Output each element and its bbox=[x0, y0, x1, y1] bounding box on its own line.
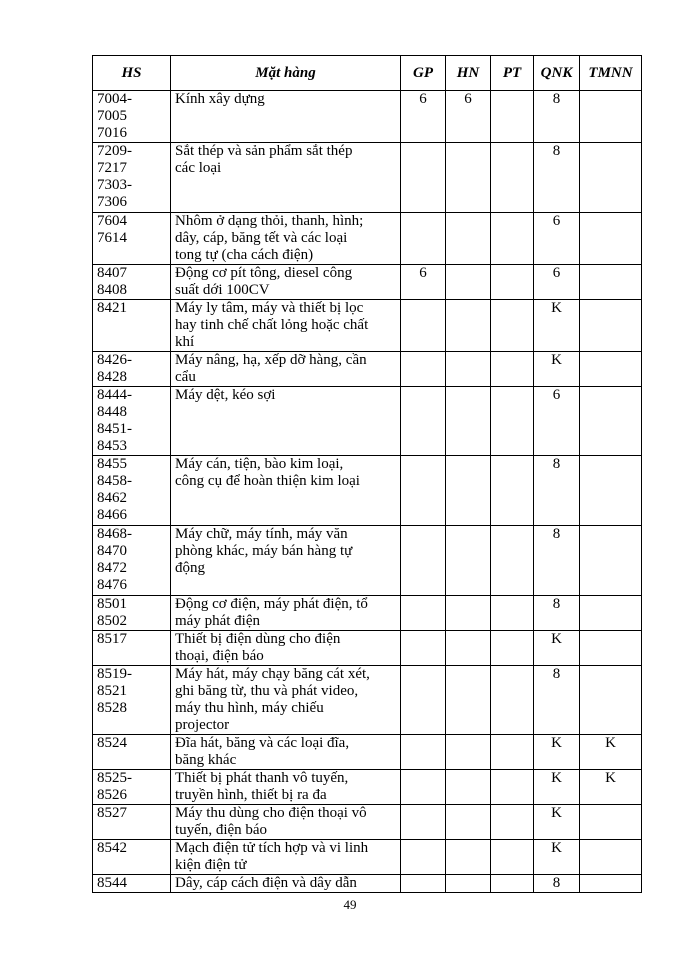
hn-cell bbox=[446, 631, 491, 666]
table-body bbox=[93, 91, 642, 893]
hs-cell: 8542 bbox=[93, 840, 171, 875]
hs-cell: 8524 bbox=[93, 735, 171, 770]
item-cell: Máy dệt, kéo sợi bbox=[171, 387, 401, 456]
pt-cell bbox=[491, 456, 534, 526]
header-gp: GP bbox=[401, 56, 446, 91]
hn-cell bbox=[446, 526, 491, 596]
hs-cell: 8426- 8428 bbox=[93, 352, 171, 387]
pt-cell bbox=[491, 526, 534, 596]
qnk-cell: 6 bbox=[534, 387, 580, 456]
hn-cell bbox=[446, 596, 491, 631]
tmnn-cell bbox=[580, 387, 642, 456]
item-cell: Đĩa hát, băng và các loại đĩa, băng khác bbox=[171, 735, 401, 770]
tmnn-cell bbox=[580, 666, 642, 735]
item-cell: Dây, cáp cách điện và dây dẫn bbox=[171, 875, 401, 893]
qnk-cell: 8 bbox=[534, 143, 580, 213]
qnk-cell: 8 bbox=[534, 456, 580, 526]
table-row bbox=[93, 666, 642, 735]
gp-cell bbox=[401, 213, 446, 265]
tmnn-cell: K bbox=[580, 770, 642, 805]
item-cell: Máy hát, máy chạy băng cát xét, ghi băng từ, thu và phát video, máy thu hình, máy chiếu projector bbox=[171, 666, 401, 735]
table-row bbox=[93, 300, 642, 352]
pt-cell bbox=[491, 265, 534, 300]
item-cell: Máy ly tâm, máy và thiết bị lọc hay tinh chế chất lỏng hoặc chất khí bbox=[171, 300, 401, 352]
table-row bbox=[93, 91, 642, 143]
item-cell: Thiết bị phát thanh vô tuyến, truyền hình, thiết bị ra đa bbox=[171, 770, 401, 805]
item-cell: Kính xây dựng bbox=[171, 91, 401, 143]
hs-cell: 7209- 7217 7303- 7306 bbox=[93, 143, 171, 213]
header-qnk: QNK bbox=[534, 56, 580, 91]
hn-cell bbox=[446, 265, 491, 300]
qnk-cell: K bbox=[534, 735, 580, 770]
tmnn-cell bbox=[580, 875, 642, 893]
item-cell: Máy nâng, hạ, xếp dỡ hàng, cần cẩu bbox=[171, 352, 401, 387]
tmnn-cell bbox=[580, 526, 642, 596]
pt-cell bbox=[491, 213, 534, 265]
qnk-cell: 6 bbox=[534, 265, 580, 300]
gp-cell: 6 bbox=[401, 91, 446, 143]
qnk-cell: K bbox=[534, 352, 580, 387]
hn-cell bbox=[446, 735, 491, 770]
pt-cell bbox=[491, 770, 534, 805]
table-row bbox=[93, 387, 642, 456]
hn-cell bbox=[446, 456, 491, 526]
hs-cell: 8519- 8521 8528 bbox=[93, 666, 171, 735]
table-row bbox=[93, 631, 642, 666]
item-cell: Động cơ pít tông, diesel công suất dới 100CV bbox=[171, 265, 401, 300]
tmnn-cell bbox=[580, 265, 642, 300]
gp-cell bbox=[401, 300, 446, 352]
gp-cell bbox=[401, 805, 446, 840]
item-cell: Động cơ điện, máy phát điện, tổ máy phát điện bbox=[171, 596, 401, 631]
qnk-cell: 8 bbox=[534, 666, 580, 735]
hn-cell bbox=[446, 300, 491, 352]
pt-cell bbox=[491, 735, 534, 770]
item-cell: Sắt thép và sản phẩm sắt thép các loại bbox=[171, 143, 401, 213]
tmnn-cell bbox=[580, 143, 642, 213]
tmnn-cell bbox=[580, 300, 642, 352]
gp-cell bbox=[401, 666, 446, 735]
tmnn-cell bbox=[580, 631, 642, 666]
tmnn-cell bbox=[580, 213, 642, 265]
hn-cell bbox=[446, 770, 491, 805]
qnk-cell: K bbox=[534, 631, 580, 666]
table-row bbox=[93, 265, 642, 300]
table-row bbox=[93, 213, 642, 265]
item-cell: Máy thu dùng cho điện thoại vô tuyến, điện báo bbox=[171, 805, 401, 840]
table-row bbox=[93, 770, 642, 805]
hn-cell bbox=[446, 840, 491, 875]
hs-cell: 8501 8502 bbox=[93, 596, 171, 631]
hs-cell: 8527 bbox=[93, 805, 171, 840]
qnk-cell: K bbox=[534, 805, 580, 840]
item-cell: Máy chữ, máy tính, máy văn phòng khác, máy bán hàng tự động bbox=[171, 526, 401, 596]
table-row bbox=[93, 143, 642, 213]
gp-cell: 6 bbox=[401, 265, 446, 300]
hs-cell: 8444- 8448 8451- 8453 bbox=[93, 387, 171, 456]
hs-cell: 7004- 7005 7016 bbox=[93, 91, 171, 143]
gp-cell bbox=[401, 770, 446, 805]
gp-cell bbox=[401, 143, 446, 213]
qnk-cell: K bbox=[534, 840, 580, 875]
item-cell: Mạch điện tử tích hợp và vi linh kiện điện tử bbox=[171, 840, 401, 875]
hn-cell bbox=[446, 387, 491, 456]
header-item: Mặt hàng bbox=[171, 56, 401, 91]
hn-cell bbox=[446, 352, 491, 387]
tmnn-cell bbox=[580, 596, 642, 631]
table-row bbox=[93, 526, 642, 596]
gp-cell bbox=[401, 596, 446, 631]
qnk-cell: 8 bbox=[534, 91, 580, 143]
gp-cell bbox=[401, 875, 446, 893]
item-cell: Thiết bị điện dùng cho điện thoại, điện báo bbox=[171, 631, 401, 666]
pt-cell bbox=[491, 840, 534, 875]
tmnn-cell bbox=[580, 840, 642, 875]
header-hs: HS bbox=[93, 56, 171, 91]
hn-cell bbox=[446, 875, 491, 893]
qnk-cell: 6 bbox=[534, 213, 580, 265]
table-row bbox=[93, 840, 642, 875]
table-row bbox=[93, 596, 642, 631]
page-number: 49 bbox=[343, 897, 357, 912]
gp-cell bbox=[401, 735, 446, 770]
qnk-cell: K bbox=[534, 770, 580, 805]
hs-cell: 8421 bbox=[93, 300, 171, 352]
pt-cell bbox=[491, 91, 534, 143]
gp-cell bbox=[401, 456, 446, 526]
header-hn: HN bbox=[446, 56, 491, 91]
gp-cell bbox=[401, 840, 446, 875]
hn-cell bbox=[446, 666, 491, 735]
tmnn-cell: K bbox=[580, 735, 642, 770]
pt-cell bbox=[491, 805, 534, 840]
pt-cell bbox=[491, 352, 534, 387]
tmnn-cell bbox=[580, 352, 642, 387]
table-row bbox=[93, 805, 642, 840]
header-tmnn: TMNN bbox=[580, 56, 642, 91]
pt-cell bbox=[491, 631, 534, 666]
hs-cell: 7604 7614 bbox=[93, 213, 171, 265]
pt-cell bbox=[491, 666, 534, 735]
hs-cell: 8525- 8526 bbox=[93, 770, 171, 805]
pt-cell bbox=[491, 387, 534, 456]
table-row bbox=[93, 352, 642, 387]
pt-cell bbox=[491, 143, 534, 213]
tmnn-cell bbox=[580, 805, 642, 840]
qnk-cell: K bbox=[534, 300, 580, 352]
hs-cell: 8468- 8470 8472 8476 bbox=[93, 526, 171, 596]
pt-cell bbox=[491, 875, 534, 893]
hn-cell bbox=[446, 805, 491, 840]
table-row bbox=[93, 875, 642, 893]
pt-cell bbox=[491, 596, 534, 631]
gp-cell bbox=[401, 387, 446, 456]
pt-cell bbox=[491, 300, 534, 352]
qnk-cell: 8 bbox=[534, 875, 580, 893]
tmnn-cell bbox=[580, 91, 642, 143]
table-row bbox=[93, 456, 642, 526]
gp-cell bbox=[401, 526, 446, 596]
gp-cell bbox=[401, 631, 446, 666]
hs-cell: 8517 bbox=[93, 631, 171, 666]
hn-cell bbox=[446, 213, 491, 265]
hs-cell: 8407 8408 bbox=[93, 265, 171, 300]
hn-cell: 6 bbox=[446, 91, 491, 143]
table-row bbox=[93, 735, 642, 770]
header-row bbox=[93, 56, 642, 91]
hs-cell: 8455 8458- 8462 8466 bbox=[93, 456, 171, 526]
item-cell: Máy cán, tiện, bào kim loại, công cụ để hoàn thiện kim loại bbox=[171, 456, 401, 526]
qnk-cell: 8 bbox=[534, 526, 580, 596]
tmnn-cell bbox=[580, 456, 642, 526]
hn-cell bbox=[446, 143, 491, 213]
item-cell: Nhôm ở dạng thỏi, thanh, hình; dây, cáp, băng tết và các loại tong tự (cha cách điện) bbox=[171, 213, 401, 265]
hs-cell: 8544 bbox=[93, 875, 171, 893]
header-pt: PT bbox=[491, 56, 534, 91]
qnk-cell: 8 bbox=[534, 596, 580, 631]
tariff-table bbox=[92, 55, 642, 893]
gp-cell bbox=[401, 352, 446, 387]
